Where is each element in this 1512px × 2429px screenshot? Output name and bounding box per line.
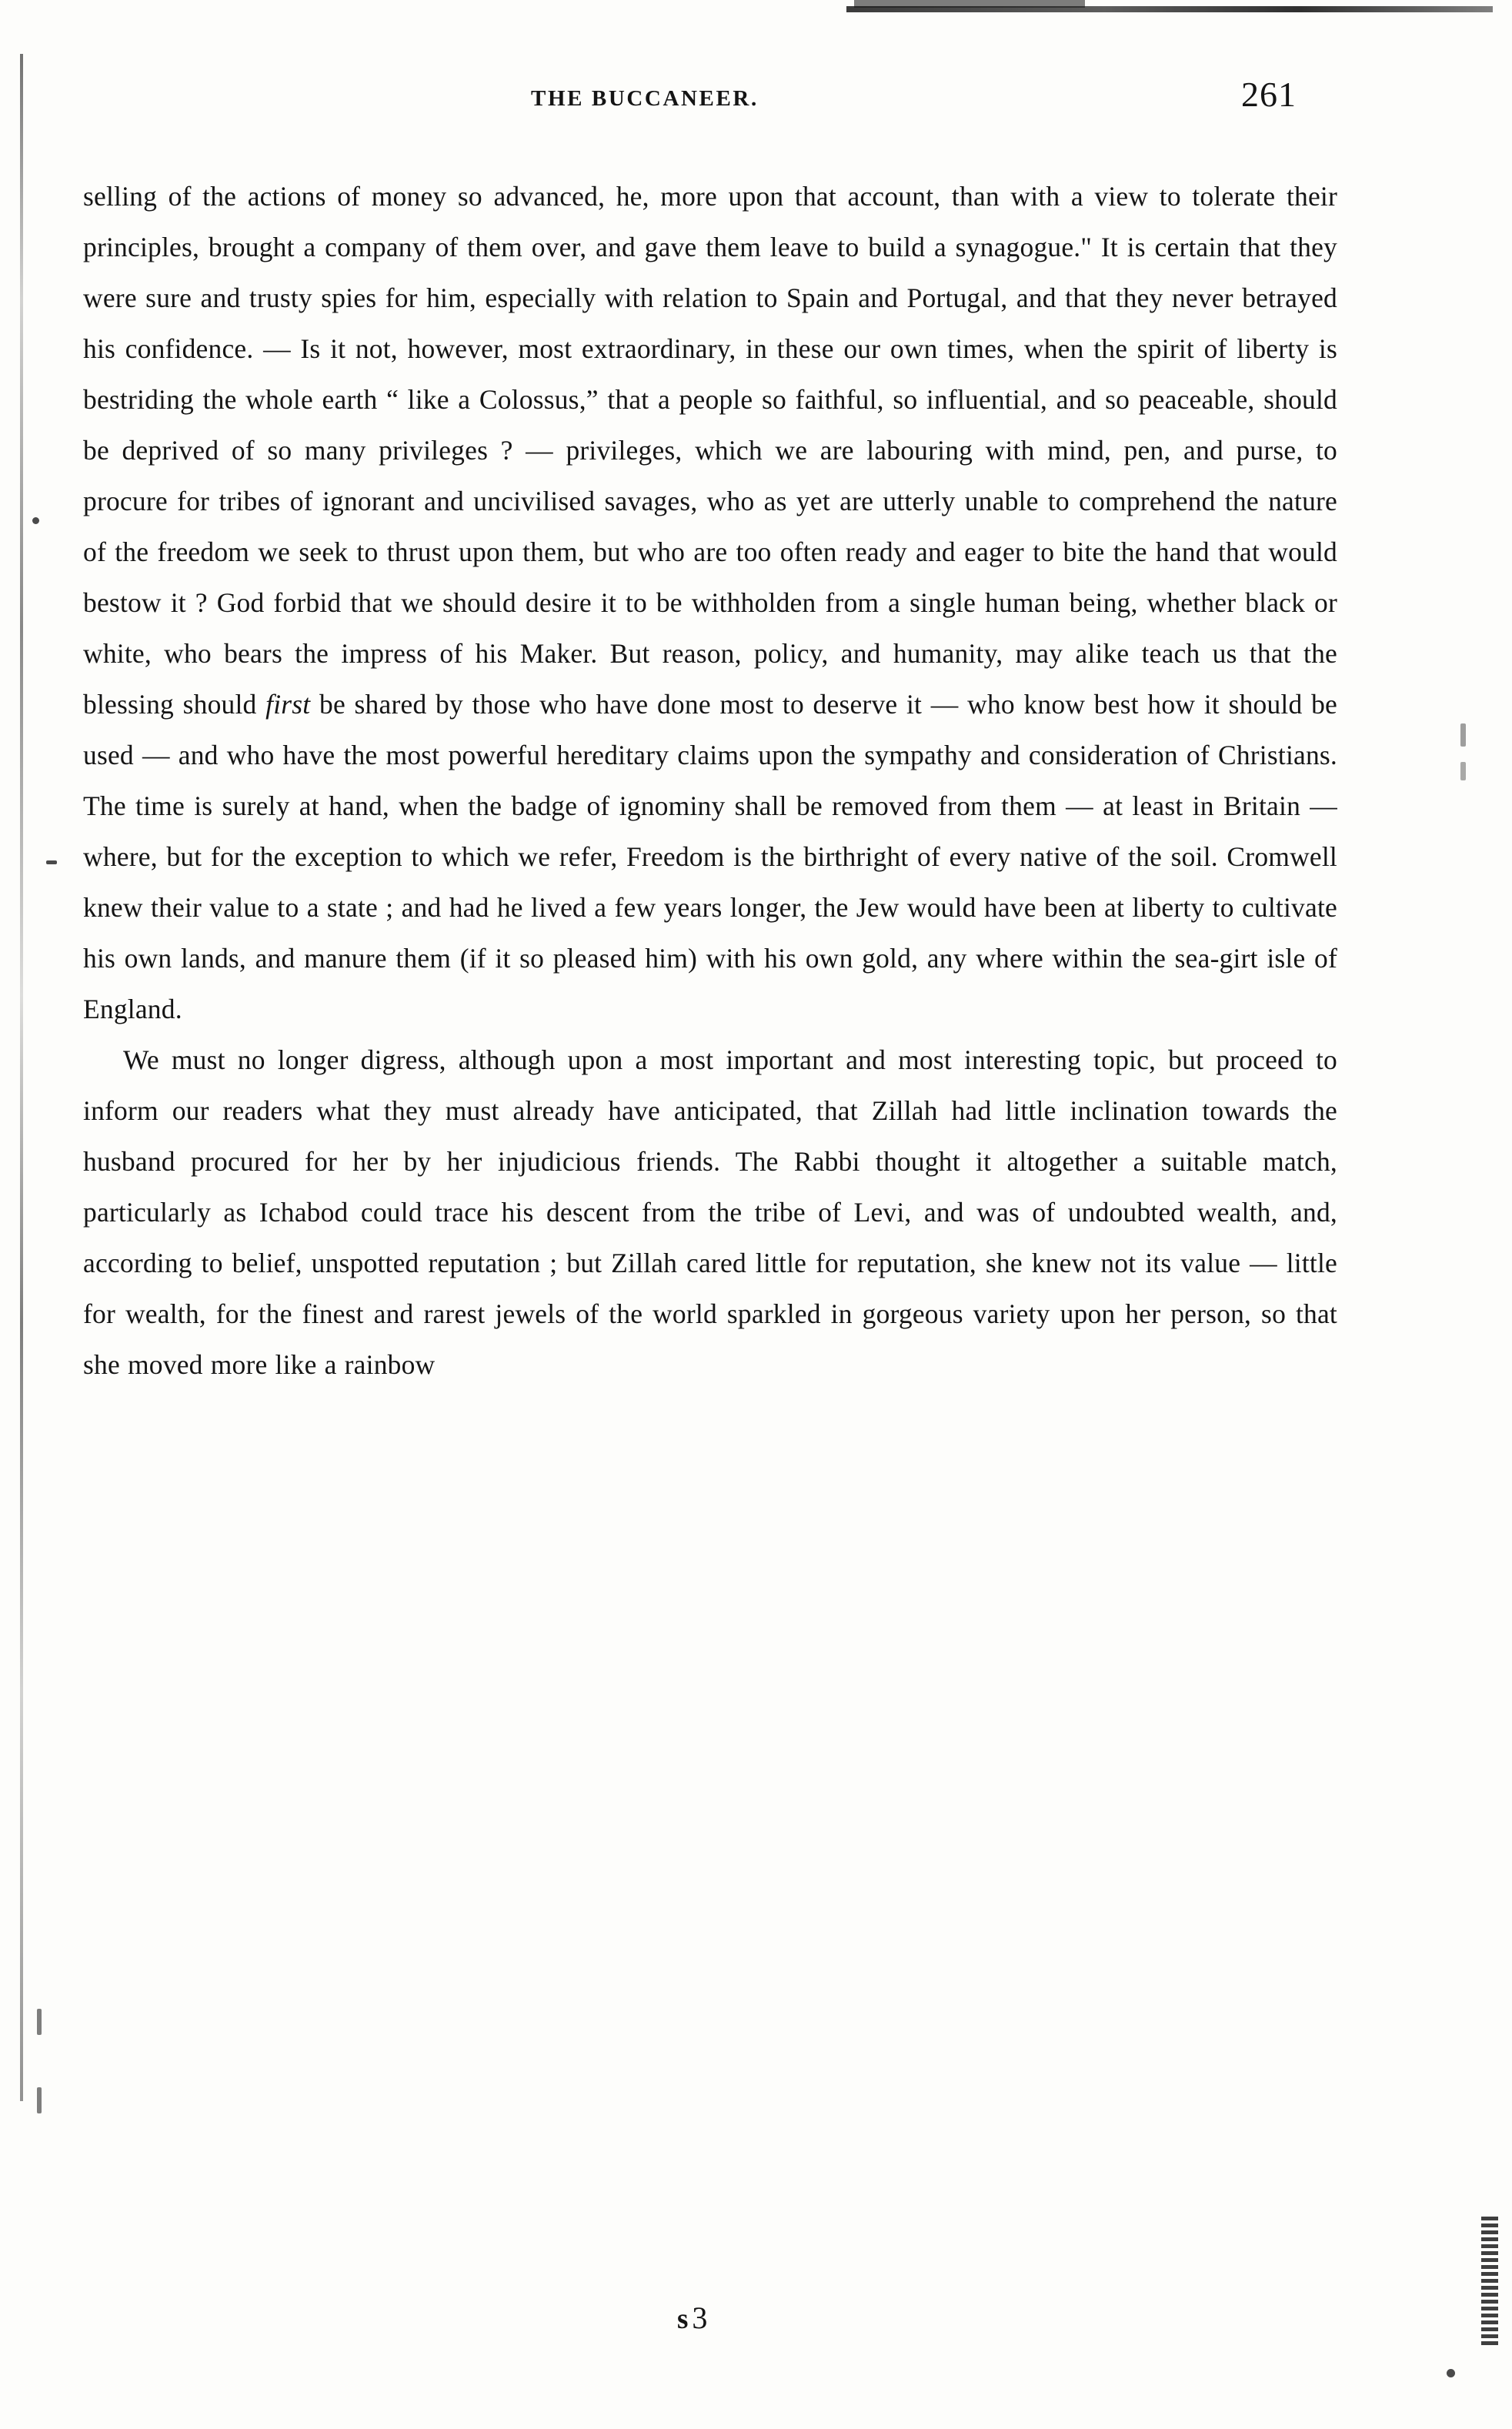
running-head [0, 75, 1512, 125]
paragraph [83, 171, 1337, 1034]
signature-number: 3 [692, 2300, 712, 2335]
signature-mark [677, 2300, 711, 2336]
ink-speck [1460, 723, 1466, 747]
paragraph-emphasis: first [265, 689, 311, 720]
right-edge-artifact [1481, 2217, 1498, 2347]
running-head-title: THE BUCCANEER. [531, 86, 759, 111]
ink-speck [37, 2087, 42, 2113]
ink-speck [32, 517, 39, 524]
ink-speck [1460, 762, 1466, 780]
paragraph-text-part-2: be shared by those who have done most to deserve it — who know best how it should be used — and who have the most powerful hereditary claims upon the sympathy and consideration of Christians. The time is surely at hand, when the badge of ignominy shall be removed from them — at least in Britain — where, but for the exception to which we refer, Freedom is the birthright of every native of the soil. Cromwell knew their value to a state ; and had he lived a few years longer, the Jew would have been at liberty to cultivate his own lands, and manure them (if it so pleased him) with his own gold, any where within the sea-girt isle of England. [83, 689, 1337, 1024]
paragraph-text-part-1: selling of the actions of money so advanced, he, more upon that account, than with a view to tolerate their principles, brought a company of them over, and gave them leave to build a synagogue." It is certain that they were sure and trusty spies for him, especially with relation to Spain and Portugal, and that they never betrayed his confidence. — Is it not, however, most extraordinary, in these our own times, when the spirit of liberty is bestriding the whole earth “ like a Colossus,” that a people so faithful, so influential, and so peaceable, should be deprived of so many privileges ? — privileges, which we are labouring with mind, pen, and purse, to procure for tribes of ignorant and uncivilised savages, who as yet are utterly unable to comprehend the nature of the freedom we seek to thrust upon them, but who are too often ready and eager to bite the hand that would bestow it ? God forbid that we should desire it to be withholden from a single human being, whether black or white, who bears the impress of his Maker. But reason, policy, and humanity, may alike teach us that the blessing should [83, 181, 1337, 720]
ink-speck [1447, 2369, 1455, 2377]
signature-letter: s [677, 2304, 693, 2335]
ink-speck [46, 860, 57, 864]
body-text-block [83, 171, 1337, 1390]
ink-speck [37, 2009, 42, 2035]
page-number: 261 [1241, 75, 1297, 114]
page-spine-shadow [20, 54, 23, 2101]
paragraph: We must no longer digress, although upon a most important and most interesting topic, but proceed to inform our readers what they must already have anticipated, that Zillah had little inclination towards the husband procured for her by her injudicious friends. The Rabbi thought it altogether a suitable match, particularly as Ichabod could trace his descent from the tribe of Levi, and was of undoubted wealth, and, according to belief, unspotted reputation ; but Zillah cared little for reputation, she knew not its value — little for wealth, for the finest and rarest jewels of the world sparkled in gorgeous variety upon her person, so that she moved more like a rainbow [83, 1044, 1337, 1380]
top-edge-artifact-secondary [854, 0, 1085, 8]
